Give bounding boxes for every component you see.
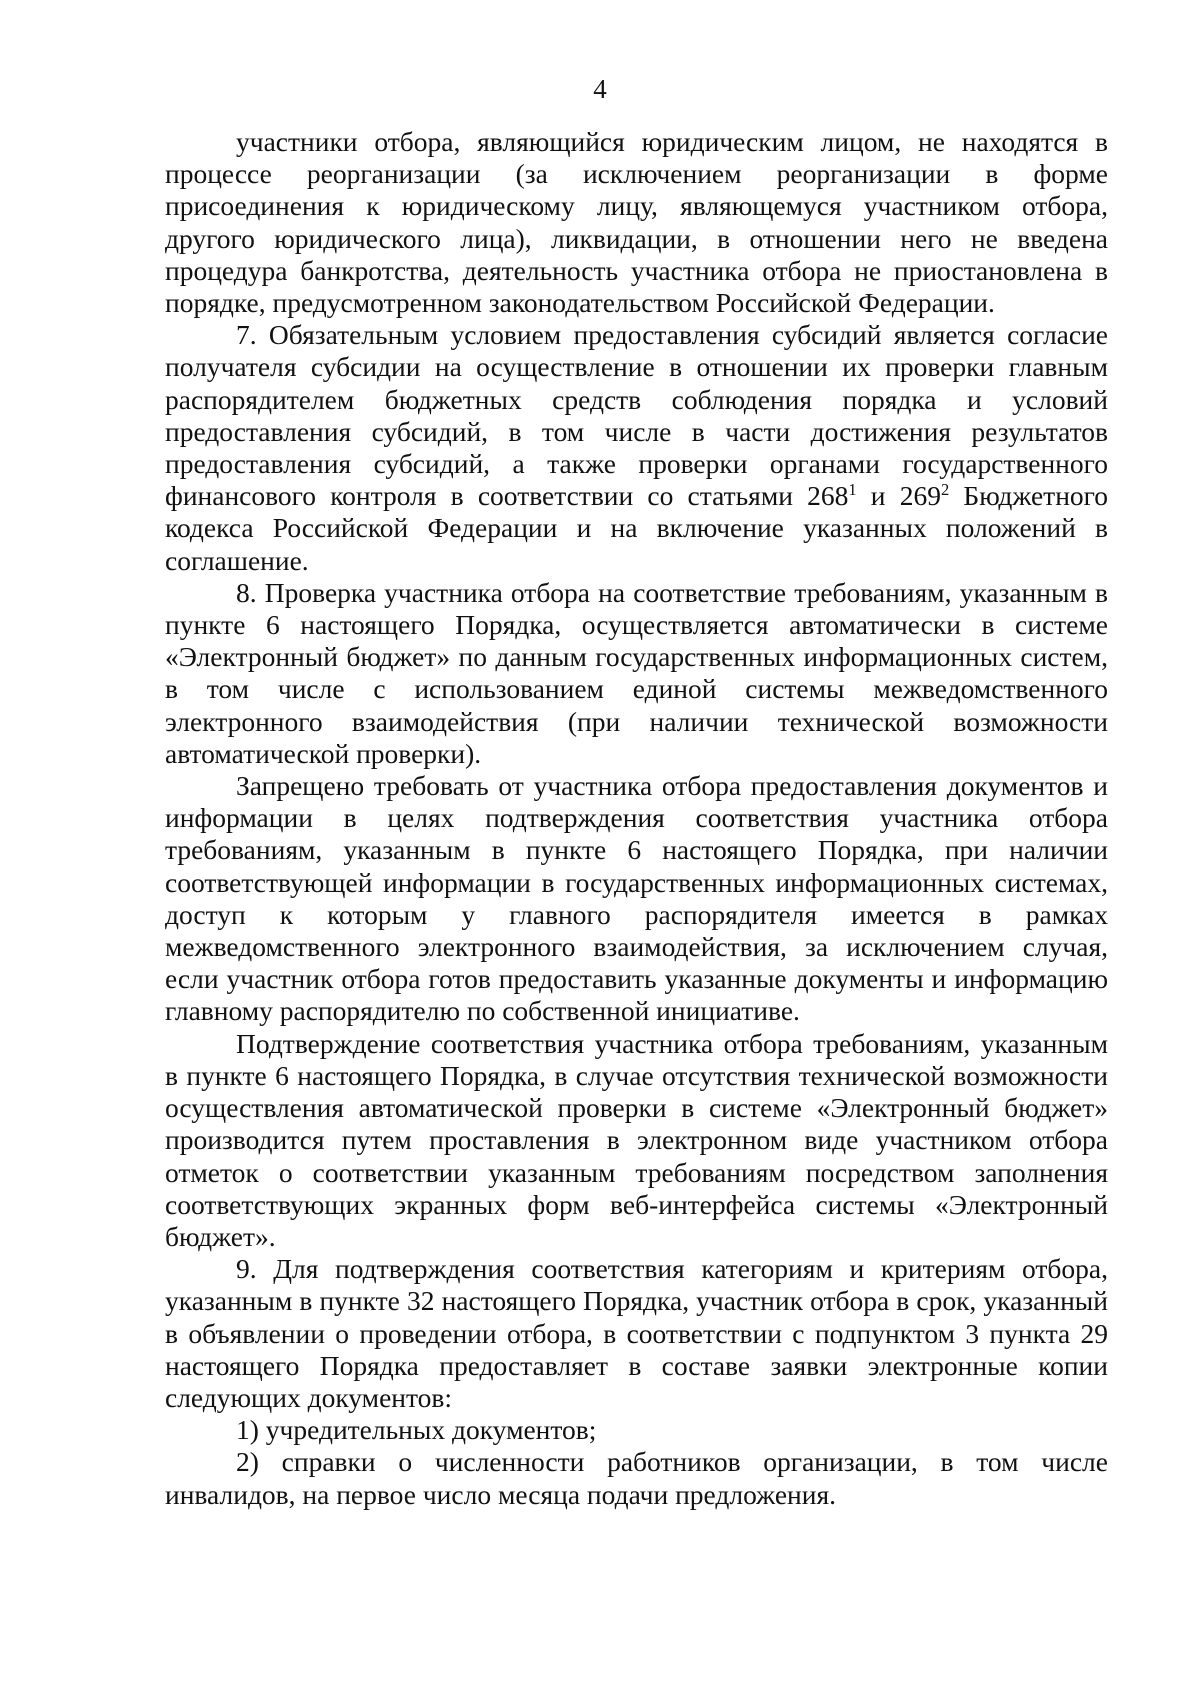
list-item-2: 2) справки о численности работников организации, в том числе инвалидов, на первое число месяца подачи предложения. [165, 1446, 1108, 1510]
paragraph-prohibition: Запрещено требовать от участника отбора предоставления документов и информации в целях подтверждения соответствия участника отбора требованиям, указанным в пункте 6 настоящего Порядка, при наличии соответствующей информации в государственных информационных системах, доступ к которым у главного распорядителя имеется в рамках межведомственного электронного взаимодействия, за исключением случая, если участник отбора готов предоставить указанные документы и информацию главному распорядителю по собственной инициативе. [165, 770, 1108, 1027]
paragraph-item-8: 8. Проверка участника отбора на соответствие требованиям, указанным в пункте 6 настоящего Порядка, осуществляется автоматически в системе «Электронный бюджет» по данным государственных информационных систем, в том числе с использованием единой системы межведомственного электронного взаимодействия (при наличии технической возможности автоматической проверки). [165, 576, 1108, 769]
paragraph-item-7-text-a: 7. Обязательным условием предоставления субсидий является согласие получателя субсидии на осуществление в отношении их проверки главным распорядителем бюджетных средств соблюдения порядка и условий предоставления субсидий, в том числе в части достижения результатов предоставления субсидий, а также проверки органами государственного финансового контроля в соответствии со статьями 268 [165, 319, 1108, 512]
paragraph-item-7-text-c: Бюджетного кодекса Российской Федерации и на включение указанных положений в соглашение. [165, 480, 1109, 576]
paragraph-item-9: 9. Для подтверждения соответствия категориям и критериям отбора, указанным в пункте 32 настоящего Порядка, участник отбора в срок, указанный в объявлении о проведении отбора, в соответствии с подпунктом 3 пункта 29 настоящего Порядка предоставляет в составе заявки электронные копии следующих документов: [165, 1253, 1108, 1413]
page-number: 4 [593, 74, 607, 104]
document-body [165, 126, 1108, 1511]
superscript-1: 1 [848, 480, 857, 500]
superscript-2: 2 [940, 480, 950, 500]
paragraph-item-7 [165, 319, 1108, 577]
paragraph-item-7-text-b: и 269 [856, 480, 941, 512]
list-item-1: 1) учредительных документов; [236, 1414, 597, 1446]
paragraph-confirmation: Подтверждение соответствия участника отбора требованиям, указанным в пункте 6 настоящего Порядка, в случае отсутствия технической возможности осуществления автоматической проверки в системе «Электронный бюджет» производится путем проставления в электронном виде участником отбора отметок о соответствии указанным требованиям посредством заполнения соответствующих экранных форм веб-интерфейса системы «Электронный бюджет». [165, 1027, 1108, 1252]
paragraph-continuation: участники отбора, являющийся юридическим лицом, не находятся в процессе реорганизации (за исключением реорганизации в форме присоединения к юридическому лицу, являющемуся участником отбора, другого юридического лица), ликвидации, в отношении него не введена процедура банкротства, деятельность участника отбора не приостановлена в порядке, предусмотренном законодательством Российской Федерации. [165, 126, 1108, 319]
